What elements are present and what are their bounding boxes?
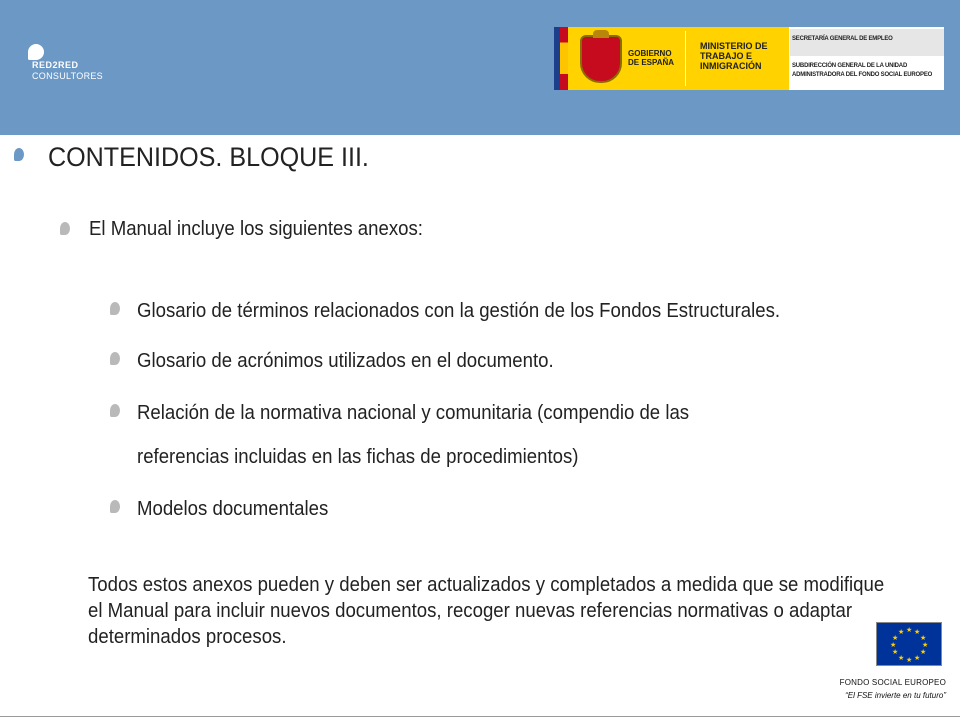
list-item: Glosario de términos relacionados con la gestión de los Fondos Estructurales. bbox=[137, 300, 781, 322]
bullet-icon bbox=[110, 302, 120, 315]
logo-line2: CONSULTORES bbox=[32, 71, 103, 81]
eu-flag-icon: ★ ★ ★ ★ ★ ★ ★ ★ ★ ★ ★ ★ bbox=[876, 622, 942, 666]
logo-line1: RED2RED bbox=[32, 60, 79, 70]
title-bullet-icon bbox=[14, 148, 24, 161]
slide-title: CONTENIDOS. BLOQUE III. bbox=[48, 142, 369, 172]
intro-text: El Manual incluye los siguientes anexos: bbox=[89, 218, 423, 240]
fund-label: FONDO SOCIAL EUROPEO bbox=[839, 678, 946, 687]
bottom-divider bbox=[0, 716, 960, 717]
ministry-label: MINISTERIO DE TRABAJO E INMIGRACIÓN bbox=[700, 41, 768, 71]
bullet-icon bbox=[110, 404, 120, 417]
speech-bubble-icon bbox=[28, 44, 44, 60]
bullet-icon bbox=[110, 500, 120, 513]
bullet-icon bbox=[110, 352, 120, 365]
list-item-continuation: referencias incluidas en las fichas de procedimientos) bbox=[137, 446, 579, 468]
coat-of-arms-icon bbox=[580, 35, 622, 83]
eu-stripe bbox=[554, 27, 560, 90]
gov-label: GOBIERNO DE ESPAÑA bbox=[628, 49, 675, 67]
list-item: Glosario de acrónimos utilizados en el documento. bbox=[137, 350, 554, 372]
fund-slogan: “El FSE invierte en tu futuro” bbox=[845, 691, 946, 700]
gov-divider bbox=[685, 31, 686, 86]
subdireccion-label: SUBDIRECCIÓN GENERAL DE LA UNIDAD ADMINISTRADORA DEL FONDO SOCIAL EUROPEO bbox=[792, 63, 933, 78]
header-band bbox=[0, 0, 960, 135]
list-item: Relación de la normativa nacional y comunitaria (compendio de las bbox=[137, 402, 690, 424]
list-item: Modelos documentales bbox=[137, 498, 329, 520]
bullet-icon bbox=[60, 222, 70, 235]
secretaria-label: SECRETARÍA GENERAL DE EMPLEO bbox=[790, 29, 944, 56]
closing-paragraph: Todos estos anexos pueden y deben ser actualizados y completados a medida que se modifique el Manual para incluir nuevos documentos, recoger nuevas referencias normativas o adaptar determinados procesos. bbox=[88, 574, 885, 648]
government-logo-block bbox=[554, 27, 944, 90]
